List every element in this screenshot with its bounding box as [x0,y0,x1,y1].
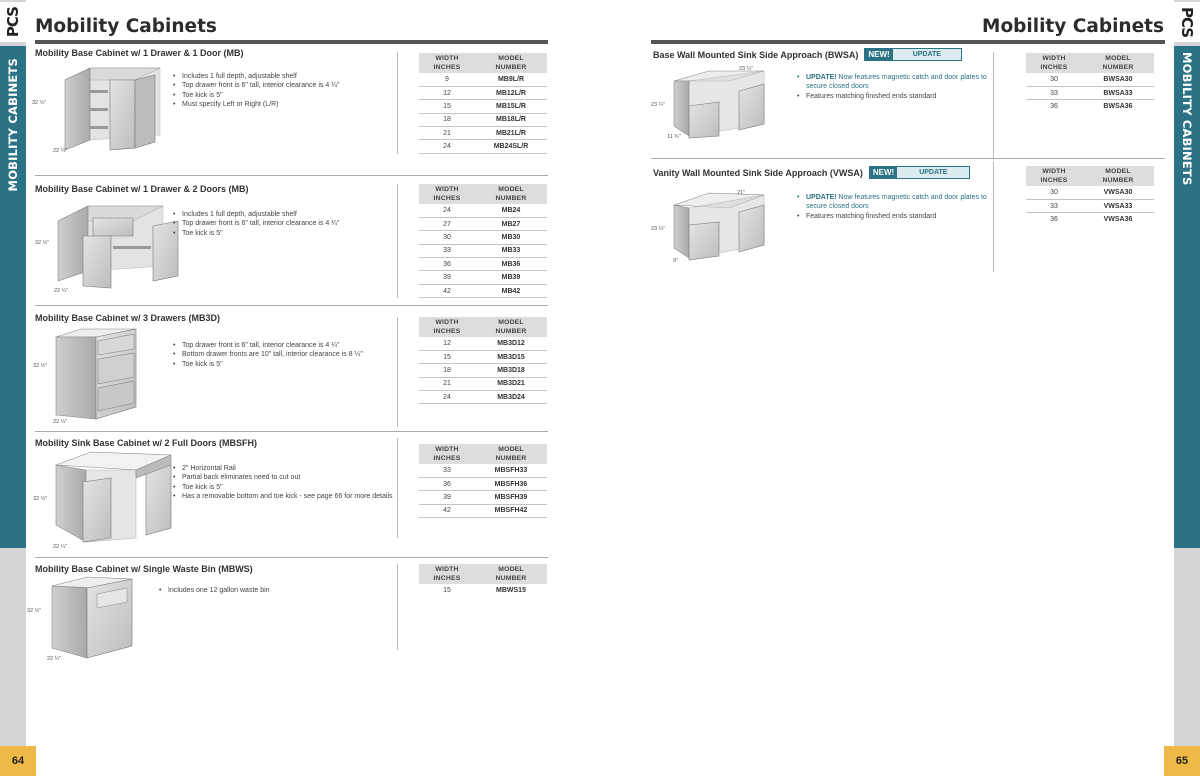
model-cell: MB12L/R [475,86,547,99]
width-cell: 36 [419,258,475,271]
update-note: • UPDATE! Now features magnetic catch and door plates to secure closed doors [797,193,997,212]
width-header: WIDTH INCHES [419,564,475,584]
table-row [419,391,547,404]
width-header: WIDTH INCHES [419,317,475,337]
section-separator [651,158,1165,159]
width-cell: 27 [419,217,475,230]
width-cell: 42 [419,504,475,517]
section-separator [35,305,548,306]
right-side-strip [1174,0,1200,776]
side-label-tab [1174,46,1200,548]
table-row [419,377,547,390]
height-dim: 32 ½" [33,363,48,369]
feature-list [173,210,403,238]
feature-item: • Toe kick is 5" [173,229,403,238]
cabinet-drawing [669,190,779,270]
section-title: Mobility Base Cabinet w/ Single Waste Bin (MBWS) [35,564,253,574]
model-cell: MB36 [475,258,547,271]
width-cell: 18 [419,113,475,126]
model-cell: MB9L/R [475,73,547,86]
table-row [1026,86,1154,99]
section-title: Mobility Base Cabinet w/ 3 Drawers (MB3D) [35,313,221,323]
table-row [419,231,547,244]
width-dim: 23 ¼" [739,66,754,72]
feature-item: • Top drawer front is 6" tall, interior clearance is 4 ¼" [173,219,403,228]
width-cell: 15 [419,350,475,363]
page-title: Mobility Cabinets [982,16,1164,37]
section-vwsa [653,166,1168,278]
table-row [419,100,547,113]
feature-item: • Features matching finished ends standard [797,92,997,101]
section-mbws [27,564,550,674]
new-update-badge [869,166,971,179]
width-cell: 21 [419,127,475,140]
model-cell: BWSA33 [1082,86,1154,99]
new-update-badge [864,48,962,61]
section-bwsa [653,48,1168,160]
table-row [419,477,547,490]
side-label: MOBILITY CABINETS [1180,52,1194,186]
model-cell: MBSFH42 [475,504,547,517]
new-badge: NEW! [870,167,897,178]
section-mb-1door [32,48,550,176]
feature-list [797,73,997,101]
feature-item: • Includes one 12 gallon waste bin [159,586,389,595]
model-header: MODEL NUMBER [475,184,547,204]
spec-table [419,564,547,597]
model-header: MODEL NUMBER [475,564,547,584]
table-row [419,73,547,86]
width-cell: 9 [419,73,475,86]
width-header: WIDTH INCHES [419,184,475,204]
model-cell: MBSFH33 [475,464,547,477]
table-row [419,284,547,297]
section-divider [397,317,398,427]
table-row [419,113,547,126]
section-mb3d [35,313,550,431]
section-title: Mobility Base Cabinet w/ 1 Drawer & 2 Doors (MB) [35,184,249,194]
height-dim: 32 ½" [35,240,50,246]
spec-table [419,444,547,518]
depth-dim: 22 ¼" [54,288,69,294]
table-row [419,140,547,153]
width-header: WIDTH INCHES [1026,53,1082,73]
width-cell: 15 [419,100,475,113]
section-divider [397,52,398,154]
section-separator [35,175,548,176]
model-cell: VWSA30 [1082,186,1154,199]
feature-item: • Includes 1 full depth, adjustable shelf [173,210,403,219]
model-header: MODEL NUMBER [475,53,547,73]
section-title: Vanity Wall Mounted Sink Side Approach (VWSA) NEW! UPDATE [653,166,970,179]
page-number: 65 [1164,746,1200,776]
update-note: • UPDATE! Now features magnetic catch and door plates to secure closed doors [797,73,997,92]
feature-item: • Top drawer front is 6" tall, interior clearance is 4 ¼" [173,81,403,90]
new-badge: NEW! [865,49,892,60]
page-title: Mobility Cabinets [35,16,217,37]
table-row [1026,186,1154,199]
page-number: 64 [0,746,36,776]
width-cell: 30 [1026,186,1082,199]
model-cell: MB18L/R [475,113,547,126]
width-header: WIDTH INCHES [419,53,475,73]
model-cell: MB3D21 [475,377,547,390]
section-mb-2doors [35,184,550,304]
section-separator [35,431,548,432]
width-cell: 24 [419,204,475,217]
table-header-row [419,444,547,464]
model-cell: MB33 [475,244,547,257]
height-dim: 32 ½" [32,100,47,106]
cabinet-drawing [55,60,165,155]
feature-item: • Top drawer front is 6" tall, interior clearance is 4 ¼" [173,341,403,350]
model-cell: MBSFH36 [475,477,547,490]
width-cell: 36 [1050,103,1058,111]
spec-table [419,317,547,404]
title-rule [35,40,548,44]
table-row [419,464,547,477]
depth-dim: 11 ¾" [667,134,681,140]
table-row [419,217,547,230]
height-dim: 32 ½" [27,608,42,614]
depth-dim: 22 ¼" [47,656,62,662]
width-header: WIDTH INCHES [419,444,475,464]
width-cell: 36 [1050,216,1058,224]
feature-item: • Features matching finished ends standard [797,212,997,221]
width-cell: 12 [419,337,475,350]
model-cell: MB42 [475,284,547,297]
height-dim: 23 ¼" [651,226,666,232]
feature-list [797,193,997,221]
feature-item: • Includes 1 full depth, adjustable shelf [173,72,403,81]
feature-item: • Partial back eliminates need to cut out [173,473,395,482]
width-cell: 21 [419,377,475,390]
table-row [1026,73,1154,86]
pcs-logo: PCS [1174,2,1200,42]
width-cell: 42 [419,284,475,297]
cabinet-drawing [51,450,191,545]
pcs-logo: PCS [0,2,26,42]
model-header: MODEL NUMBER [475,444,547,464]
height-dim: 23 ¼" [651,102,666,108]
spec-table [1026,53,1154,113]
model-cell: MBSFH39 [475,491,547,504]
width-cell: 36 [419,477,475,490]
width-cell: 33 [419,464,475,477]
cabinet-drawing [53,196,183,291]
model-cell: MB3D12 [475,337,547,350]
table-header-row [419,564,547,584]
spec-table [1026,166,1154,226]
feature-item: • Has a removable bottom and toe kick - see page 66 for more details [173,492,395,501]
width-cell: 18 [419,364,475,377]
table-row [419,350,547,363]
width-cell: 33 [419,244,475,257]
width-cell: 15 [443,587,451,595]
section-title: Mobility Sink Base Cabinet w/ 2 Full Doors (MBSFH) [35,438,258,448]
model-cell: MB21L/R [475,127,547,140]
model-cell: MB30 [475,231,547,244]
section-mbsfh [35,438,550,556]
section-divider [993,162,994,272]
spec-table [419,53,547,154]
model-header: MODEL NUMBER [1082,166,1154,186]
side-label: MOBILITY CABINETS [6,58,20,192]
section-title: Base Wall Mounted Sink Side Approach (BWSA) NEW! UPDATE [653,48,962,61]
model-header: MODEL NUMBER [1082,53,1154,73]
feature-item: • Must specify Left or Right (L/R) [173,100,403,109]
table-header-row [419,317,547,337]
table-row [419,491,547,504]
section-divider [993,52,994,158]
section-divider [397,438,398,538]
table-row [419,127,547,140]
width-cell: 30 [419,231,475,244]
width-cell: 39 [419,271,475,284]
cabinet-drawing [47,576,147,661]
model-cell: MB27 [475,217,547,230]
update-badge: UPDATE [893,49,961,60]
model-cell: MB24SL/R [475,140,547,153]
table-row [419,271,547,284]
cabinet-drawing [51,327,151,422]
table-row [419,364,547,377]
table-row [419,337,547,350]
depth-dim: 22 ¼" [53,544,68,550]
depth-dim: 9" [673,258,679,264]
table-row [419,86,547,99]
table-header-row [419,184,547,204]
table-row [419,204,547,217]
height-dim: 32 ½" [33,496,48,502]
width-dim: 21" [737,190,746,196]
feature-item: • Bottom drawer fronts are 10" tall, interior clearance is 8 ¼" [173,350,403,359]
depth-dim: 22 ¼" [53,148,68,154]
section-divider [397,564,398,650]
width-cell: 24 [419,140,475,153]
model-cell: MBWS15 [496,587,526,595]
update-badge: UPDATE [897,167,969,178]
width-cell: 39 [419,491,475,504]
side-label-tab [0,46,26,548]
model-cell: BWSA30 [1082,73,1154,86]
feature-item: • Toe kick is 5" [173,483,395,492]
model-cell: MB15L/R [475,100,547,113]
model-cell: MB3D18 [475,364,547,377]
table-row [419,258,547,271]
section-title: Mobility Base Cabinet w/ 1 Drawer & 1 Door (MB) [35,48,244,58]
model-cell: MB24 [475,204,547,217]
table-header-row [419,53,547,73]
table-row [419,584,547,597]
width-cell: 33 [1026,86,1082,99]
table-row [419,504,547,517]
depth-dim: 22 ¼" [53,419,68,425]
model-cell: BWSA36 [1103,103,1133,111]
feature-list [159,586,389,595]
section-separator [35,557,548,558]
model-cell: MB3D15 [475,350,547,363]
feature-item: • Toe kick is 5" [173,360,403,369]
feature-list [173,341,403,369]
table-header-row [1026,53,1154,73]
title-rule [651,40,1165,44]
model-header: MODEL NUMBER [475,317,547,337]
left-side-strip [0,0,26,776]
model-cell: MB39 [475,271,547,284]
cabinet-drawing [669,66,779,146]
model-cell: MB3D24 [475,391,547,404]
feature-list [173,464,395,502]
width-cell: 33 [1026,199,1082,212]
width-cell: 24 [419,391,475,404]
table-header-row [1026,166,1154,186]
table-row [1026,100,1154,113]
feature-item: • 2" Horizontal Rail [173,464,395,473]
feature-item: • Toe kick is 5" [173,91,403,100]
table-row [1026,199,1154,212]
spec-table [419,184,547,298]
width-cell: 30 [1026,73,1082,86]
table-row [419,244,547,257]
feature-list [173,72,403,110]
model-cell: VWSA33 [1082,199,1154,212]
section-divider [397,184,398,298]
table-row [1026,213,1154,226]
width-header: WIDTH INCHES [1026,166,1082,186]
width-cell: 12 [419,86,475,99]
model-cell: VWSA36 [1103,216,1133,224]
